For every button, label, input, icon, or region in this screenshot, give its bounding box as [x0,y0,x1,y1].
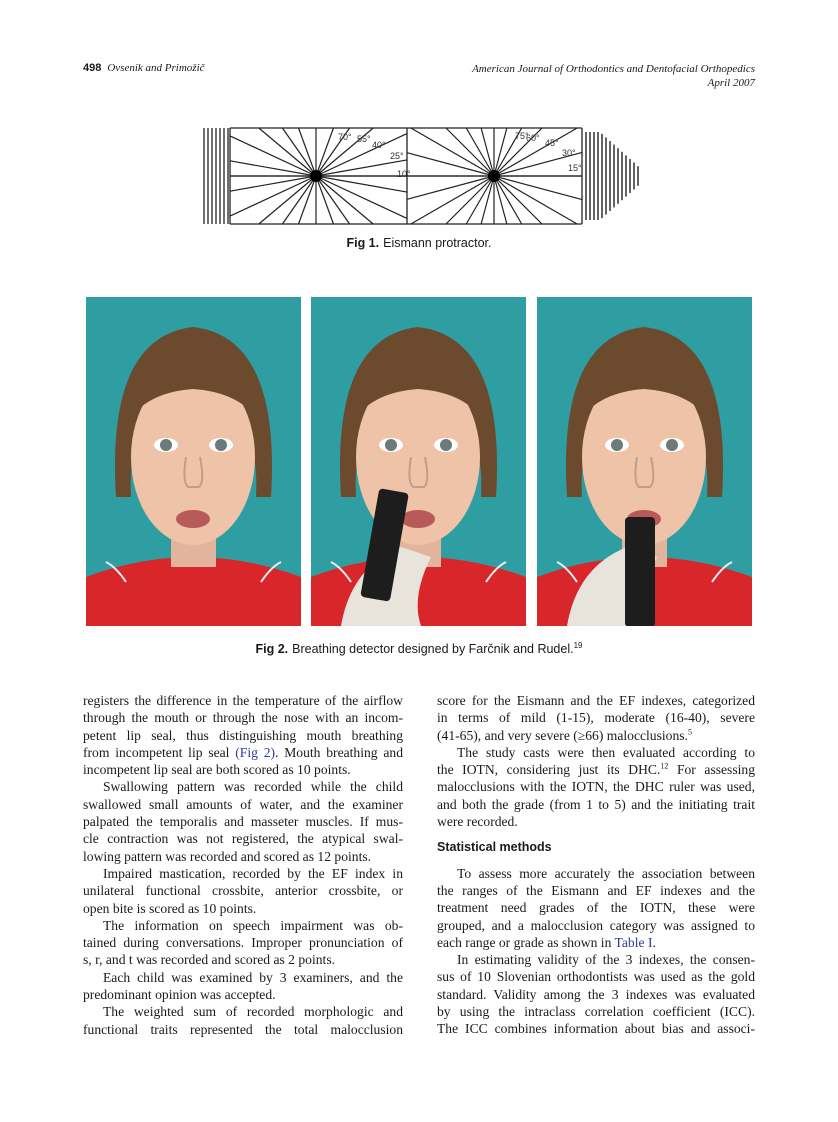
photo-child-face-mouth-detector [537,297,752,626]
left-iris [611,439,623,451]
text-span: Impaired mastication, recorded by the EF index in [103,865,403,881]
text-line [437,692,755,709]
text-line [437,968,755,985]
text-line [437,727,755,744]
text-span: lowing pattern was recorded and scored as 12 points. [83,848,372,864]
authors: Ovsenik and Primožič [107,62,205,74]
text-line [437,813,755,830]
angle-label: 15° [568,163,582,173]
body-text-right-column [437,692,755,1038]
protractor-ray [407,153,494,176]
text-line [437,882,755,899]
text-line [83,744,403,761]
text-span: In estimating validity of the 3 indexes, the consen- [457,952,755,968]
section-heading: Statistical methods [437,840,552,855]
text-line [83,813,403,830]
journal-title: American Journal of Orthodontics and Dentofacial Orthopedics [472,63,755,75]
right-iris [666,439,678,451]
protractor-center-dot [310,170,322,182]
angle-label: 75° [515,131,529,141]
protractor-ray [230,161,316,176]
photo-child-face-nose-detector [311,297,526,626]
mouth [401,510,435,528]
text-line [437,761,755,778]
text-line [437,1003,755,1020]
angle-label: 55° [357,134,371,144]
text-span: The weighted sum of recorded morphologic and [103,1004,403,1020]
text-span: petent lip seal, thus distinguishing mouth breathing [83,727,403,743]
eismann-protractor-figure [200,126,650,226]
text-span: open bite is scored as 10 points. [83,900,257,916]
text-line [83,986,403,1003]
text-span: The information on speech impairment was ob- [103,917,403,933]
protractor-ray [230,176,316,191]
angle-label: 60° [526,133,540,143]
right-iris [440,439,452,451]
text-span: s, r, and t was recorded and scored as 2 points. [83,952,336,968]
text-span: the ranges of the Eismann and EF indexes and the [437,882,755,898]
text-span: tained during conversations. Improper pronunciation of [83,935,403,951]
breathing-detector-device [625,517,655,626]
text-span: . Mouth breathing and [275,744,404,760]
text-span: swallowed small amounts of water, and the examiner [83,796,403,812]
left-iris [160,439,172,451]
text-span: incompetent lip seal are both scored as 10 points. [83,762,351,778]
text-line [437,986,755,1003]
text-span: malocclusions with the IOTN, the DHC ruler was used, [437,779,755,795]
text-line [83,900,403,917]
left-iris [385,439,397,451]
text-line [83,882,403,899]
running-header-right [472,62,755,90]
page-number: 498 [83,62,102,74]
text-line [83,951,403,968]
protractor-center-dot [488,170,500,182]
text-line [83,796,403,813]
text-span: unilateral functional crossbite, anterior crossbite, or [83,883,403,899]
text-span: For assessing [668,762,756,778]
text-line [83,727,403,744]
text-line [83,709,403,726]
text-span: predominant opinion was accepted. [83,987,276,1003]
fig1-caption-text: Eismann protractor. [383,236,492,250]
text-line [83,969,403,986]
text-span: standard. Validity among the 3 indexes was evaluated [437,986,755,1002]
text-line [437,1020,755,1037]
text-span: registers the difference in the temperature of the airflow [83,693,403,708]
text-span: The ICC combines information about bias and associ- [437,1021,755,1037]
right-iris [215,439,227,451]
text-line [83,848,403,865]
text-line [437,917,755,934]
protractor-ray [407,176,494,199]
text-span: in terms of mild (1-15), moderate (16-40), severe [437,710,755,726]
protractor-ray [494,176,582,200]
fig2-ref[interactable]: 19 [573,640,583,650]
text-line [83,917,403,934]
text-line [83,692,403,709]
fig1-label: Fig 1. [346,236,380,250]
text-line [83,934,403,951]
text-span: . [652,934,656,950]
text-line [83,865,403,882]
cross-reference-link[interactable]: Table I [614,934,653,950]
citation-superscript[interactable]: 12 [660,761,669,771]
fig2-caption [0,642,838,656]
text-span: sus of 10 Slovenian orthodontists was used as the gold [437,969,755,985]
text-line [437,744,755,761]
text-span: score for the Eismann and the EF indexes, categorized [437,693,755,708]
text-span: Each child was examined by 3 examiners, and the [103,969,403,985]
fig2-label: Fig 2. [255,642,289,656]
text-span: from incompetent lip seal [83,744,236,760]
text-span: the IOTN, considering just its DHC. [437,762,661,778]
text-span: To assess more accurately the association between [457,865,755,881]
fig2-caption-text: Breathing detector designed by Farčnik and Rudel. [292,642,574,656]
text-line [437,934,755,951]
photo-child-face-1 [86,297,301,626]
protractor-ray [316,160,407,176]
text-span: were recorded. [437,814,518,830]
cross-reference-link[interactable]: (Fig 2) [235,744,276,760]
text-line [437,709,755,726]
text-span: palpated the temporalis and masseter muscles. If mus- [83,814,403,830]
text-span: The study casts were then evaluated according to [457,744,755,760]
text-line [83,1021,403,1038]
angle-label: 25° [390,151,404,161]
text-span: cle contraction was not registered, the atypical swal- [83,831,403,847]
text-line [83,761,403,778]
angle-label: 10° [397,169,411,179]
text-span: (41-65), and very severe (≥66) malocclusions. [437,727,688,743]
text-line [437,899,755,916]
text-span: grouped, and a malocclusion category was assigned to [437,917,755,933]
text-line [83,778,403,795]
text-span: and both the grade (from 1 to 5) and the initiating trait [437,796,755,812]
running-header-left [83,62,205,74]
text-span: Swallowing pattern was recorded while the child [103,779,403,795]
text-span: treatment need grades of the IOTN, these were [437,900,755,916]
text-span: each range or grade as shown in [437,934,615,950]
angle-label: 70° [338,132,352,142]
text-line [437,865,755,882]
protractor-ray [316,176,407,192]
issue-date: April 2007 [707,77,755,89]
red-shirt [86,557,301,626]
angle-label: 30° [562,148,576,158]
angle-label: 45° [545,138,559,148]
text-span: through the mouth or through the nose with an incom- [83,710,403,726]
body-text-left-column [83,692,403,1038]
text-line [437,951,755,968]
text-span: by using the intraclass correlation coefficient (ICC). [437,1004,755,1020]
text-line [437,796,755,813]
mouth [176,510,210,528]
text-span: functional traits represented the total malocclusion [83,1021,403,1037]
angle-label: 40° [372,140,386,150]
fig1-caption [0,236,838,250]
text-line [83,830,403,847]
citation-superscript[interactable]: 5 [687,727,692,737]
text-line [83,1003,403,1020]
text-line [437,778,755,795]
